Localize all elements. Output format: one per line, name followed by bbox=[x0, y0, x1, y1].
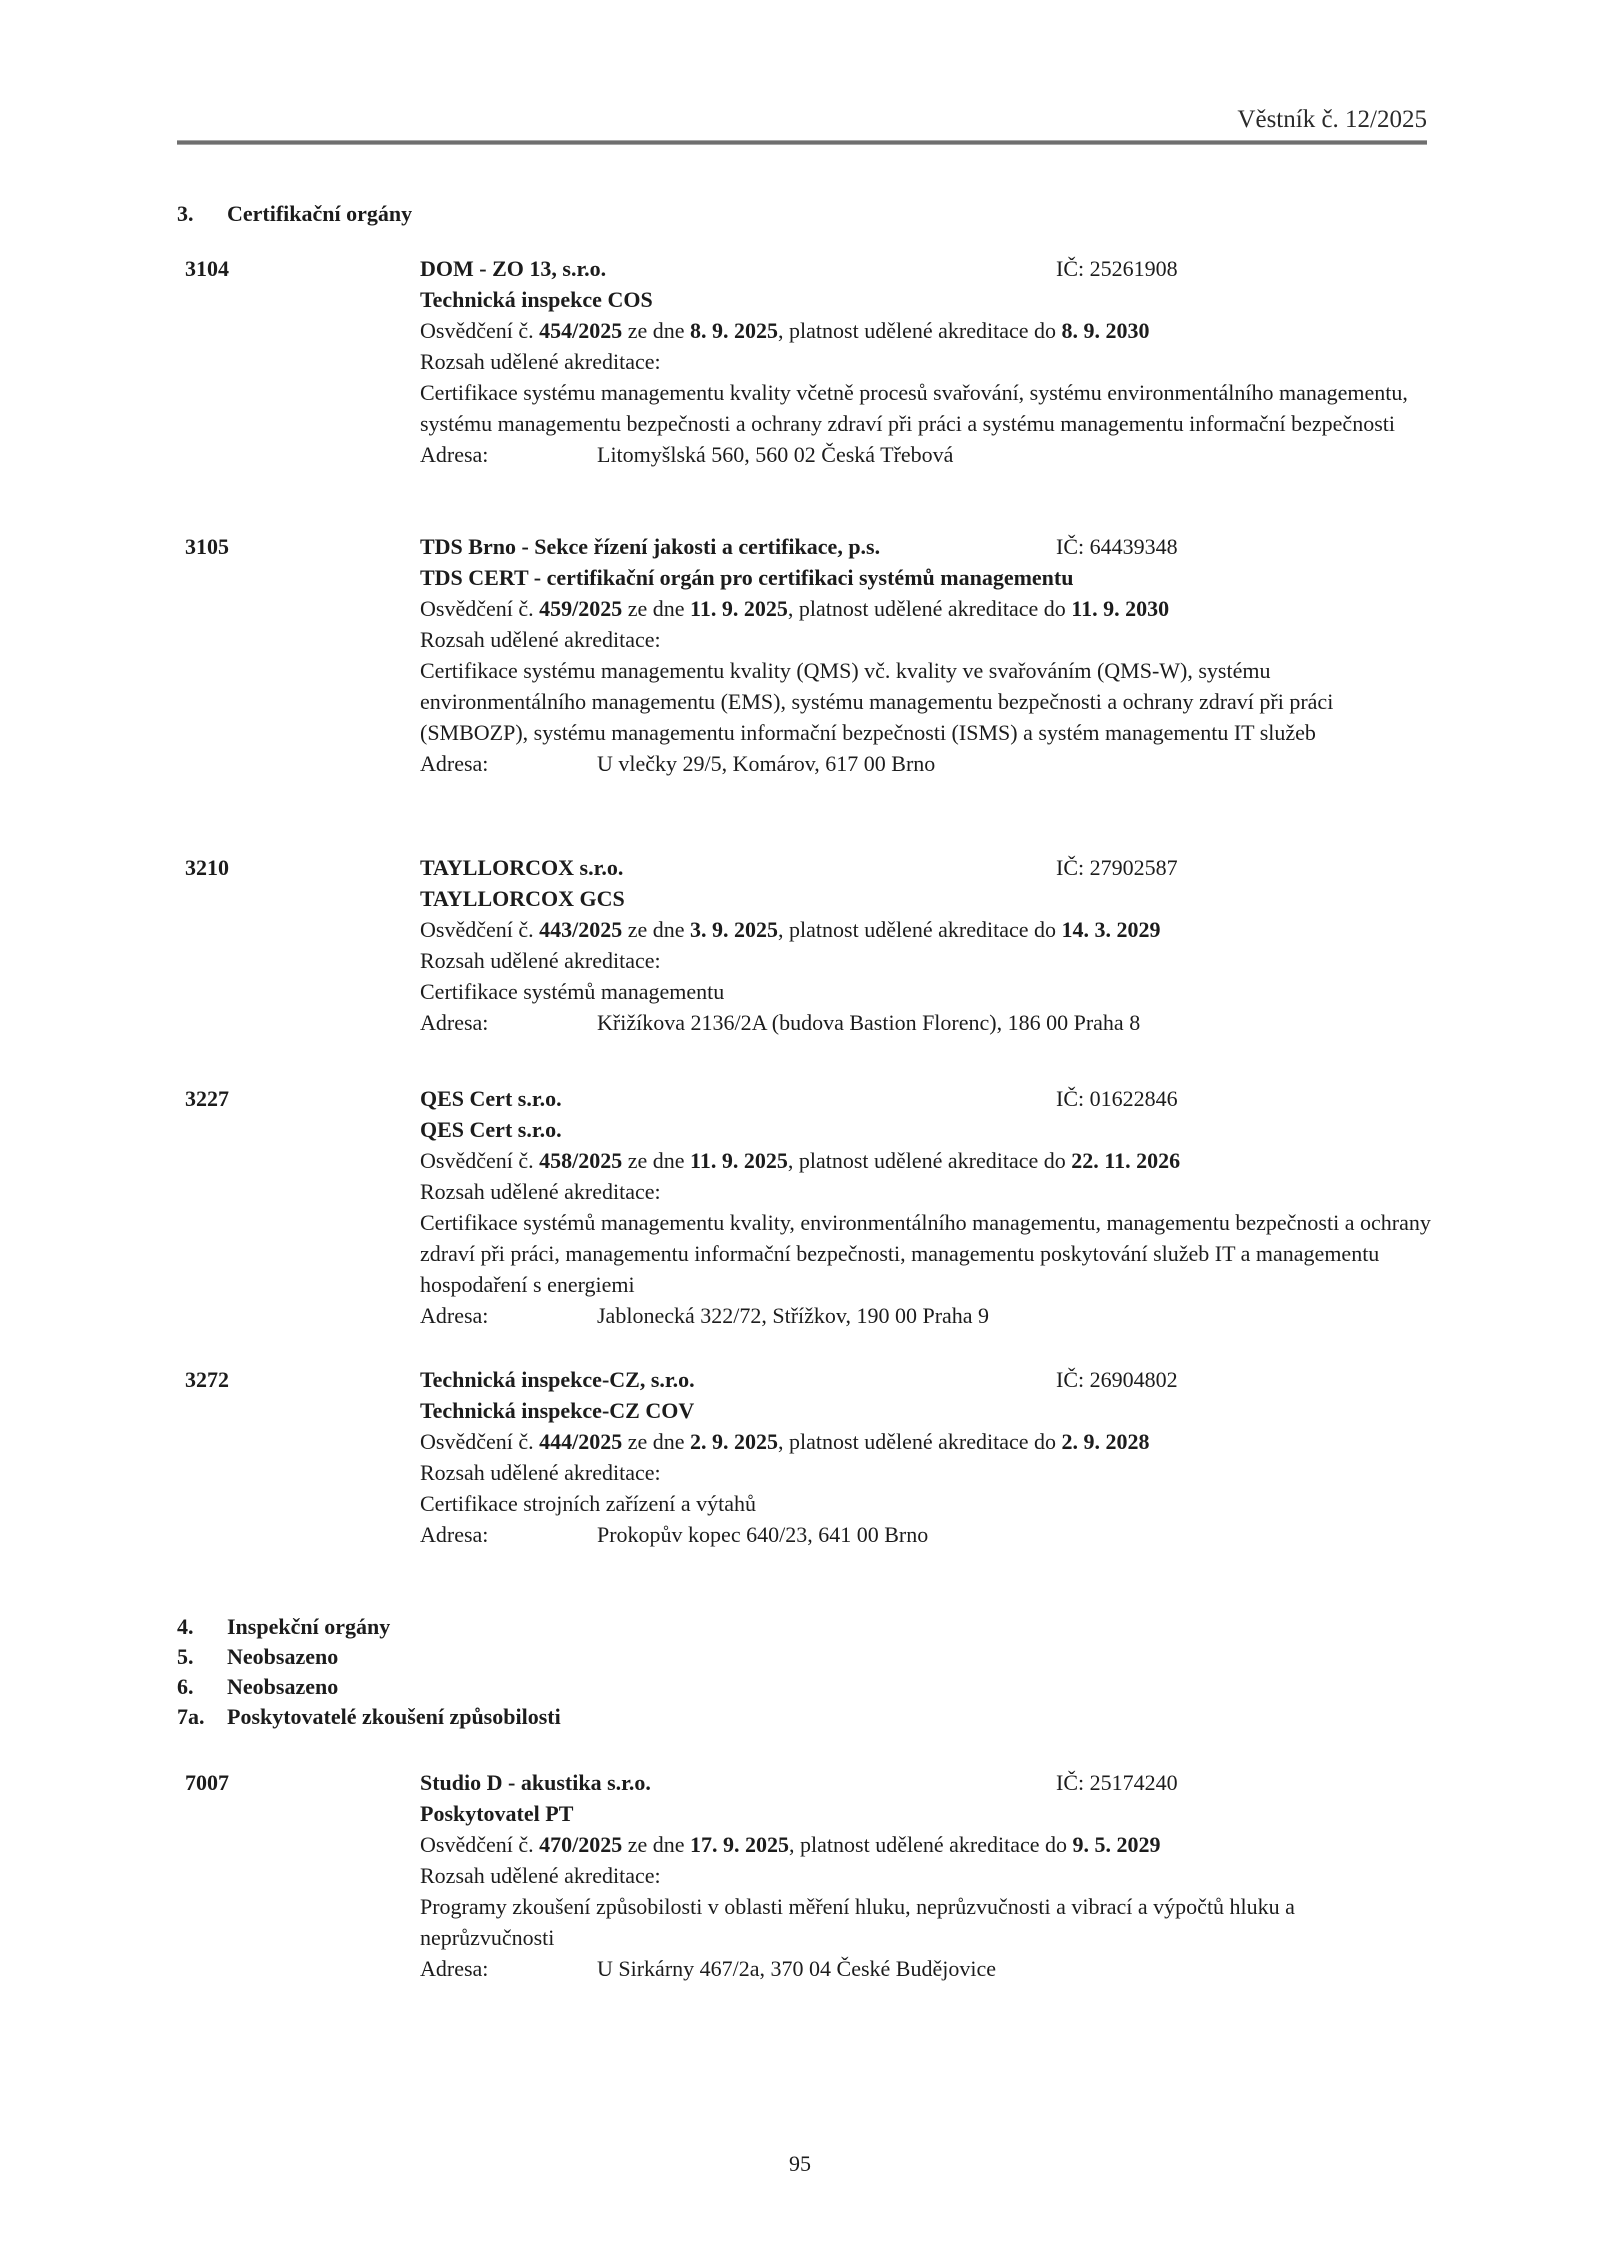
entry-number: 3105 bbox=[185, 534, 229, 559]
certificate-date-prefix: ze dne bbox=[627, 1429, 685, 1454]
address-value: U Sirkárny 467/2a, 370 04 České Budějovice bbox=[597, 1956, 996, 1981]
ic-label: IČ: bbox=[1056, 534, 1085, 559]
entry-subtitle: QES Cert s.r.o. bbox=[420, 1117, 562, 1142]
validity-date: 9. 5. 2029 bbox=[1072, 1832, 1161, 1857]
entry-number: 7007 bbox=[185, 1770, 229, 1795]
certificate-prefix: Osvědčení č. bbox=[420, 1148, 534, 1173]
entry-body bbox=[420, 1395, 1432, 1550]
entry-ic-field bbox=[1056, 531, 1178, 562]
ic-value: 25174240 bbox=[1089, 1770, 1178, 1795]
scope-text: Certifikace systémů managementu bbox=[420, 979, 725, 1004]
validity-text: , platnost udělené akreditace do bbox=[778, 318, 1056, 343]
scope-text: Certifikace strojních zařízení a výtahů bbox=[420, 1491, 756, 1516]
certificate-date: 11. 9. 2025 bbox=[690, 1148, 788, 1173]
ic-value: 25261908 bbox=[1089, 256, 1178, 281]
entry-body bbox=[420, 883, 1432, 1038]
certificate-date-prefix: ze dne bbox=[627, 318, 685, 343]
entry-number: 3104 bbox=[185, 256, 229, 281]
validity-date: 11. 9. 2030 bbox=[1071, 596, 1170, 621]
address-value: Křižíkova 2136/2A (budova Bastion Florenc), 186 00 Praha 8 bbox=[597, 1010, 1141, 1035]
registry-entry bbox=[185, 1767, 1430, 1984]
scope-label: Rozsah udělené akreditace: bbox=[420, 948, 661, 973]
validity-text: , platnost udělené akreditace do bbox=[778, 1429, 1056, 1454]
entry-certificate-line bbox=[420, 593, 1432, 624]
ic-value: 64439348 bbox=[1089, 534, 1178, 559]
header-divider-rule bbox=[177, 140, 1427, 145]
certificate-number: 459/2025 bbox=[539, 596, 623, 621]
address-row bbox=[420, 1519, 1432, 1550]
entry-company-name: Technická inspekce-CZ, s.r.o. bbox=[420, 1367, 695, 1392]
scope-label: Rozsah udělené akreditace: bbox=[420, 1460, 661, 1485]
certificate-date-prefix: ze dne bbox=[627, 1832, 685, 1857]
entry-certificate-line bbox=[420, 1829, 1432, 1860]
entry-subtitle: Technická inspekce-CZ COV bbox=[420, 1398, 695, 1423]
address-value: Jablonecká 322/72, Střížkov, 190 00 Praha 9 bbox=[597, 1303, 990, 1328]
address-row bbox=[420, 1300, 1432, 1331]
section-heading-unoccupied-5 bbox=[177, 1642, 561, 1672]
ic-label: IČ: bbox=[1056, 1367, 1085, 1392]
certificate-number: 458/2025 bbox=[539, 1148, 623, 1173]
validity-text: , platnost udělené akreditace do bbox=[787, 1148, 1066, 1173]
certificate-date-prefix: ze dne bbox=[627, 917, 685, 942]
page-number: 95 bbox=[789, 2151, 811, 2176]
entry-subtitle: Technická inspekce COS bbox=[420, 287, 653, 312]
entry-subtitle: Poskytovatel PT bbox=[420, 1801, 574, 1826]
ic-value: 01622846 bbox=[1089, 1086, 1178, 1111]
scope-text: Certifikace systémů managementu kvality, environmentálního managementu, managementu bezpečnosti a ochrany zdraví při práci, managementu informační bezpečnosti, managementu poskytování služeb IT a managementu hospodaření s energiemi bbox=[420, 1210, 1431, 1297]
ic-label: IČ: bbox=[1056, 256, 1085, 281]
entry-certificate-line bbox=[420, 914, 1432, 945]
certificate-date: 2. 9. 2025 bbox=[690, 1429, 779, 1454]
section-list bbox=[177, 1612, 561, 1732]
address-row bbox=[420, 1953, 1432, 1984]
ic-label: IČ: bbox=[1056, 1086, 1085, 1111]
section-title: Poskytovatelé zkoušení způsobilosti bbox=[227, 1704, 561, 1729]
ic-value: 27902587 bbox=[1089, 855, 1178, 880]
entry-head-row bbox=[185, 1364, 1430, 1395]
entry-ic-field bbox=[1056, 1767, 1178, 1798]
validity-text: , platnost udělené akreditace do bbox=[789, 1832, 1067, 1857]
address-label: Adresa: bbox=[420, 442, 489, 467]
certificate-date: 3. 9. 2025 bbox=[690, 917, 779, 942]
entry-number: 3210 bbox=[185, 855, 229, 880]
address-row bbox=[420, 1007, 1432, 1038]
registry-entry bbox=[185, 1083, 1430, 1331]
address-value: Prokopův kopec 640/23, 641 00 Brno bbox=[597, 1522, 929, 1547]
entry-certificate-line bbox=[420, 1145, 1432, 1176]
address-label: Adresa: bbox=[420, 1956, 489, 1981]
validity-date: 22. 11. 2026 bbox=[1071, 1148, 1181, 1173]
section-heading-proficiency-testing-providers bbox=[177, 1702, 561, 1732]
section-heading-certification-bodies bbox=[177, 198, 412, 229]
registry-entry bbox=[185, 852, 1430, 1038]
address-row bbox=[420, 748, 1432, 779]
entry-subtitle: TAYLLORCOX GCS bbox=[420, 886, 625, 911]
certificate-number: 454/2025 bbox=[539, 318, 623, 343]
validity-text: , platnost udělené akreditace do bbox=[787, 596, 1066, 621]
certificate-prefix: Osvědčení č. bbox=[420, 917, 534, 942]
certificate-date-prefix: ze dne bbox=[627, 596, 685, 621]
section-heading-inspection-bodies bbox=[177, 1612, 561, 1642]
entry-company-name: QES Cert s.r.o. bbox=[420, 1086, 562, 1111]
entry-company-name: DOM - ZO 13, s.r.o. bbox=[420, 256, 607, 281]
entry-head-row bbox=[185, 253, 1430, 284]
page-header-journal-title: Věstník č. 12/2025 bbox=[1237, 106, 1427, 133]
entry-head-row bbox=[185, 1767, 1430, 1798]
certificate-number: 470/2025 bbox=[539, 1832, 623, 1857]
address-label: Adresa: bbox=[420, 1522, 489, 1547]
entry-body bbox=[420, 1798, 1432, 1984]
entry-body bbox=[420, 1114, 1432, 1331]
scope-label: Rozsah udělené akreditace: bbox=[420, 349, 661, 374]
section-title: Inspekční orgány bbox=[227, 1614, 391, 1639]
ic-label: IČ: bbox=[1056, 1770, 1085, 1795]
entry-ic-field bbox=[1056, 852, 1178, 883]
entry-body bbox=[420, 562, 1432, 779]
section-number: 4. bbox=[177, 1614, 194, 1639]
section-title: Certifikační orgány bbox=[227, 201, 413, 226]
section-number: 6. bbox=[177, 1674, 194, 1699]
scope-text: Certifikace systému managementu kvality včetně procesů svařování, systému environmentálního managementu, systému managementu bezpečnosti a ochrany zdraví při práci a systému managementu informační bezpečnosti bbox=[420, 380, 1408, 436]
scope-label: Rozsah udělené akreditace: bbox=[420, 1179, 661, 1204]
registry-entry bbox=[185, 1364, 1430, 1550]
entry-ic-field bbox=[1056, 1364, 1178, 1395]
section-title: Neobsazeno bbox=[227, 1644, 339, 1669]
entry-certificate-line bbox=[420, 1426, 1432, 1457]
registry-entry bbox=[185, 531, 1430, 779]
address-value: Litomyšlská 560, 560 02 Česká Třebová bbox=[597, 442, 954, 467]
section-number: 5. bbox=[177, 1644, 194, 1669]
certificate-date: 11. 9. 2025 bbox=[690, 596, 788, 621]
validity-text: , platnost udělené akreditace do bbox=[778, 917, 1056, 942]
validity-date: 14. 3. 2029 bbox=[1061, 917, 1161, 942]
entry-ic-field bbox=[1056, 1083, 1178, 1114]
validity-date: 8. 9. 2030 bbox=[1061, 318, 1150, 343]
certificate-date: 17. 9. 2025 bbox=[690, 1832, 790, 1857]
ic-value: 26904802 bbox=[1089, 1367, 1178, 1392]
address-row bbox=[420, 439, 1432, 470]
certificate-number: 444/2025 bbox=[539, 1429, 623, 1454]
validity-date: 2. 9. 2028 bbox=[1061, 1429, 1150, 1454]
certificate-date-prefix: ze dne bbox=[627, 1148, 685, 1173]
certificate-prefix: Osvědčení č. bbox=[420, 1832, 534, 1857]
entry-body bbox=[420, 284, 1432, 470]
scope-text: Programy zkoušení způsobilosti v oblasti měření hluku, neprůzvučnosti a vibrací a výpočtů hluku a neprůzvučnosti bbox=[420, 1894, 1295, 1950]
certificate-number: 443/2025 bbox=[539, 917, 623, 942]
address-label: Adresa: bbox=[420, 1010, 489, 1035]
section-heading-unoccupied-6 bbox=[177, 1672, 561, 1702]
certificate-date: 8. 9. 2025 bbox=[690, 318, 779, 343]
section-number: 3. bbox=[177, 201, 194, 226]
entry-company-name: TAYLLORCOX s.r.o. bbox=[420, 855, 624, 880]
address-label: Adresa: bbox=[420, 1303, 489, 1328]
entry-company-name: Studio D - akustika s.r.o. bbox=[420, 1770, 651, 1795]
entry-company-name: TDS Brno - Sekce řízení jakosti a certifikace, p.s. bbox=[420, 534, 881, 559]
entry-head-row bbox=[185, 852, 1430, 883]
entry-subtitle: TDS CERT - certifikační orgán pro certifikaci systémů managementu bbox=[420, 565, 1074, 590]
entry-number: 3272 bbox=[185, 1367, 229, 1392]
entry-head-row bbox=[185, 531, 1430, 562]
entry-head-row bbox=[185, 1083, 1430, 1114]
address-value: U vlečky 29/5, Komárov, 617 00 Brno bbox=[597, 751, 936, 776]
scope-text: Certifikace systému managementu kvality (QMS) vč. kvality ve svařováním (QMS-W), systému environmentálního managementu (EMS), systému managementu bezpečnosti a ochrany zdraví při práci (SMBOZP), systému managementu informační bezpečnosti (ISMS) a systém managementu IT služeb bbox=[420, 658, 1334, 745]
scope-label: Rozsah udělené akreditace: bbox=[420, 1863, 661, 1888]
section-number: 7a. bbox=[177, 1704, 205, 1729]
entry-certificate-line bbox=[420, 315, 1432, 346]
entry-number: 3227 bbox=[185, 1086, 229, 1111]
entry-ic-field bbox=[1056, 253, 1178, 284]
registry-entry bbox=[185, 253, 1430, 470]
scope-label: Rozsah udělené akreditace: bbox=[420, 627, 661, 652]
section-title: Neobsazeno bbox=[227, 1674, 339, 1699]
ic-label: IČ: bbox=[1056, 855, 1085, 880]
certificate-prefix: Osvědčení č. bbox=[420, 596, 534, 621]
certificate-prefix: Osvědčení č. bbox=[420, 318, 534, 343]
address-label: Adresa: bbox=[420, 751, 489, 776]
certificate-prefix: Osvědčení č. bbox=[420, 1429, 534, 1454]
